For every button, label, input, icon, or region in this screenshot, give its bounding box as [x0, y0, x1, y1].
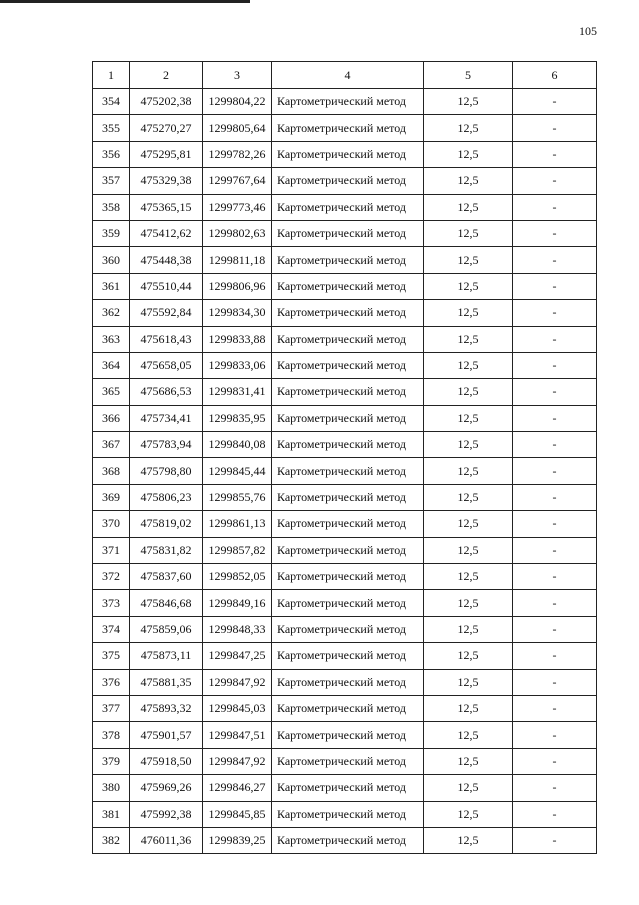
- table-header: [93, 62, 597, 89]
- point-number-cell: 361: [93, 273, 130, 299]
- table-row: [93, 432, 597, 458]
- x-coordinate-cell: 475412,62: [130, 220, 203, 246]
- y-coordinate-cell: 1299833,88: [203, 326, 272, 352]
- y-coordinate-cell: 1299857,82: [203, 537, 272, 563]
- point-number-cell: 368: [93, 458, 130, 484]
- accuracy-cell: 12,5: [424, 168, 513, 194]
- accuracy-cell: 12,5: [424, 511, 513, 537]
- method-cell: Картометрический метод: [272, 458, 424, 484]
- accuracy-cell: 12,5: [424, 748, 513, 774]
- method-cell: Картометрический метод: [272, 722, 424, 748]
- method-cell: Картометрический метод: [272, 484, 424, 510]
- note-cell: -: [513, 537, 597, 563]
- table-row: [93, 511, 597, 537]
- x-coordinate-cell: 475831,82: [130, 537, 203, 563]
- note-cell: -: [513, 379, 597, 405]
- x-coordinate-cell: 475365,15: [130, 194, 203, 220]
- table-row: [93, 194, 597, 220]
- method-cell: Картометрический метод: [272, 775, 424, 801]
- header-row: [93, 62, 597, 89]
- table-row: [93, 748, 597, 774]
- header-cell: 3: [203, 62, 272, 89]
- table-row: [93, 616, 597, 642]
- x-coordinate-cell: 475618,43: [130, 326, 203, 352]
- x-coordinate-cell: 475837,60: [130, 564, 203, 590]
- top-rule: [0, 0, 250, 3]
- note-cell: -: [513, 141, 597, 167]
- accuracy-cell: 12,5: [424, 247, 513, 273]
- table-row: [93, 247, 597, 273]
- y-coordinate-cell: 1299847,92: [203, 669, 272, 695]
- x-coordinate-cell: 475329,38: [130, 168, 203, 194]
- header-cell: 4: [272, 62, 424, 89]
- table-row: [93, 669, 597, 695]
- y-coordinate-cell: 1299845,03: [203, 695, 272, 721]
- accuracy-cell: 12,5: [424, 590, 513, 616]
- y-coordinate-cell: 1299847,25: [203, 643, 272, 669]
- method-cell: Картометрический метод: [272, 141, 424, 167]
- y-coordinate-cell: 1299767,64: [203, 168, 272, 194]
- table-row: [93, 484, 597, 510]
- point-number-cell: 360: [93, 247, 130, 273]
- y-coordinate-cell: 1299845,44: [203, 458, 272, 484]
- note-cell: -: [513, 775, 597, 801]
- method-cell: Картометрический метод: [272, 801, 424, 827]
- point-number-cell: 371: [93, 537, 130, 563]
- method-cell: Картометрический метод: [272, 300, 424, 326]
- method-cell: Картометрический метод: [272, 326, 424, 352]
- y-coordinate-cell: 1299848,33: [203, 616, 272, 642]
- table-row: [93, 590, 597, 616]
- table-row: [93, 352, 597, 378]
- method-cell: Картометрический метод: [272, 405, 424, 431]
- note-cell: -: [513, 511, 597, 537]
- y-coordinate-cell: 1299849,16: [203, 590, 272, 616]
- note-cell: -: [513, 89, 597, 115]
- method-cell: Картометрический метод: [272, 643, 424, 669]
- method-cell: Картометрический метод: [272, 194, 424, 220]
- method-cell: Картометрический метод: [272, 115, 424, 141]
- y-coordinate-cell: 1299834,30: [203, 300, 272, 326]
- table-row: [93, 379, 597, 405]
- method-cell: Картометрический метод: [272, 273, 424, 299]
- point-number-cell: 356: [93, 141, 130, 167]
- method-cell: Картометрический метод: [272, 616, 424, 642]
- accuracy-cell: 12,5: [424, 194, 513, 220]
- accuracy-cell: 12,5: [424, 616, 513, 642]
- accuracy-cell: 12,5: [424, 379, 513, 405]
- note-cell: -: [513, 405, 597, 431]
- y-coordinate-cell: 1299773,46: [203, 194, 272, 220]
- point-number-cell: 375: [93, 643, 130, 669]
- table-row: [93, 220, 597, 246]
- point-number-cell: 366: [93, 405, 130, 431]
- table-row: [93, 141, 597, 167]
- note-cell: -: [513, 722, 597, 748]
- x-coordinate-cell: 475783,94: [130, 432, 203, 458]
- x-coordinate-cell: 475658,05: [130, 352, 203, 378]
- note-cell: -: [513, 247, 597, 273]
- y-coordinate-cell: 1299806,96: [203, 273, 272, 299]
- y-coordinate-cell: 1299839,25: [203, 827, 272, 853]
- x-coordinate-cell: 475202,38: [130, 89, 203, 115]
- method-cell: Картометрический метод: [272, 247, 424, 273]
- x-coordinate-cell: 475510,44: [130, 273, 203, 299]
- accuracy-cell: 12,5: [424, 273, 513, 299]
- method-cell: Картометрический метод: [272, 379, 424, 405]
- accuracy-cell: 12,5: [424, 89, 513, 115]
- y-coordinate-cell: 1299852,05: [203, 564, 272, 590]
- x-coordinate-cell: 475592,84: [130, 300, 203, 326]
- method-cell: Картометрический метод: [272, 564, 424, 590]
- header-cell: 5: [424, 62, 513, 89]
- accuracy-cell: 12,5: [424, 432, 513, 458]
- table-row: [93, 405, 597, 431]
- x-coordinate-cell: 475295,81: [130, 141, 203, 167]
- y-coordinate-cell: 1299802,63: [203, 220, 272, 246]
- header-cell: 1: [93, 62, 130, 89]
- accuracy-cell: 12,5: [424, 827, 513, 853]
- accuracy-cell: 12,5: [424, 695, 513, 721]
- accuracy-cell: 12,5: [424, 669, 513, 695]
- x-coordinate-cell: 475893,32: [130, 695, 203, 721]
- point-number-cell: 357: [93, 168, 130, 194]
- y-coordinate-cell: 1299804,22: [203, 89, 272, 115]
- point-number-cell: 363: [93, 326, 130, 352]
- point-number-cell: 382: [93, 827, 130, 853]
- method-cell: Картометрический метод: [272, 168, 424, 194]
- point-number-cell: 364: [93, 352, 130, 378]
- accuracy-cell: 12,5: [424, 643, 513, 669]
- note-cell: -: [513, 220, 597, 246]
- x-coordinate-cell: 475806,23: [130, 484, 203, 510]
- point-number-cell: 370: [93, 511, 130, 537]
- y-coordinate-cell: 1299833,06: [203, 352, 272, 378]
- x-coordinate-cell: 475881,35: [130, 669, 203, 695]
- accuracy-cell: 12,5: [424, 801, 513, 827]
- point-number-cell: 355: [93, 115, 130, 141]
- point-number-cell: 379: [93, 748, 130, 774]
- method-cell: Картометрический метод: [272, 511, 424, 537]
- y-coordinate-cell: 1299831,41: [203, 379, 272, 405]
- table-row: [93, 300, 597, 326]
- coordinates-table: [92, 61, 597, 854]
- y-coordinate-cell: 1299811,18: [203, 247, 272, 273]
- header-cell: 2: [130, 62, 203, 89]
- point-number-cell: 367: [93, 432, 130, 458]
- method-cell: Картометрический метод: [272, 220, 424, 246]
- note-cell: -: [513, 801, 597, 827]
- accuracy-cell: 12,5: [424, 722, 513, 748]
- note-cell: -: [513, 590, 597, 616]
- table-row: [93, 564, 597, 590]
- point-number-cell: 359: [93, 220, 130, 246]
- note-cell: -: [513, 695, 597, 721]
- note-cell: -: [513, 432, 597, 458]
- accuracy-cell: 12,5: [424, 564, 513, 590]
- x-coordinate-cell: 475734,41: [130, 405, 203, 431]
- y-coordinate-cell: 1299847,51: [203, 722, 272, 748]
- x-coordinate-cell: 475846,68: [130, 590, 203, 616]
- x-coordinate-cell: 475859,06: [130, 616, 203, 642]
- note-cell: -: [513, 300, 597, 326]
- note-cell: -: [513, 643, 597, 669]
- method-cell: Картометрический метод: [272, 432, 424, 458]
- accuracy-cell: 12,5: [424, 141, 513, 167]
- point-number-cell: 377: [93, 695, 130, 721]
- x-coordinate-cell: 475873,11: [130, 643, 203, 669]
- accuracy-cell: 12,5: [424, 537, 513, 563]
- x-coordinate-cell: 475798,80: [130, 458, 203, 484]
- y-coordinate-cell: 1299846,27: [203, 775, 272, 801]
- table-row: [93, 722, 597, 748]
- table-row: [93, 801, 597, 827]
- note-cell: -: [513, 827, 597, 853]
- y-coordinate-cell: 1299847,92: [203, 748, 272, 774]
- point-number-cell: 376: [93, 669, 130, 695]
- point-number-cell: 369: [93, 484, 130, 510]
- note-cell: -: [513, 669, 597, 695]
- y-coordinate-cell: 1299782,26: [203, 141, 272, 167]
- table-row: [93, 326, 597, 352]
- x-coordinate-cell: 475918,50: [130, 748, 203, 774]
- table-body: [93, 89, 597, 854]
- table-row: [93, 775, 597, 801]
- table-row: [93, 643, 597, 669]
- accuracy-cell: 12,5: [424, 115, 513, 141]
- table-row: [93, 537, 597, 563]
- accuracy-cell: 12,5: [424, 458, 513, 484]
- x-coordinate-cell: 475448,38: [130, 247, 203, 273]
- x-coordinate-cell: 475901,57: [130, 722, 203, 748]
- accuracy-cell: 12,5: [424, 220, 513, 246]
- accuracy-cell: 12,5: [424, 326, 513, 352]
- table-row: [93, 695, 597, 721]
- note-cell: -: [513, 194, 597, 220]
- y-coordinate-cell: 1299855,76: [203, 484, 272, 510]
- header-cell: 6: [513, 62, 597, 89]
- point-number-cell: 378: [93, 722, 130, 748]
- x-coordinate-cell: 475686,53: [130, 379, 203, 405]
- note-cell: -: [513, 326, 597, 352]
- y-coordinate-cell: 1299845,85: [203, 801, 272, 827]
- point-number-cell: 373: [93, 590, 130, 616]
- table-row: [93, 273, 597, 299]
- note-cell: -: [513, 115, 597, 141]
- method-cell: Картометрический метод: [272, 89, 424, 115]
- y-coordinate-cell: 1299840,08: [203, 432, 272, 458]
- accuracy-cell: 12,5: [424, 775, 513, 801]
- y-coordinate-cell: 1299805,64: [203, 115, 272, 141]
- x-coordinate-cell: 475819,02: [130, 511, 203, 537]
- note-cell: -: [513, 748, 597, 774]
- note-cell: -: [513, 484, 597, 510]
- method-cell: Картометрический метод: [272, 827, 424, 853]
- accuracy-cell: 12,5: [424, 352, 513, 378]
- point-number-cell: 374: [93, 616, 130, 642]
- method-cell: Картометрический метод: [272, 590, 424, 616]
- method-cell: Картометрический метод: [272, 748, 424, 774]
- y-coordinate-cell: 1299835,95: [203, 405, 272, 431]
- note-cell: -: [513, 616, 597, 642]
- point-number-cell: 358: [93, 194, 130, 220]
- note-cell: -: [513, 458, 597, 484]
- table-row: [93, 458, 597, 484]
- accuracy-cell: 12,5: [424, 405, 513, 431]
- point-number-cell: 362: [93, 300, 130, 326]
- table-row: [93, 115, 597, 141]
- note-cell: -: [513, 352, 597, 378]
- table-row: [93, 89, 597, 115]
- point-number-cell: 354: [93, 89, 130, 115]
- note-cell: -: [513, 564, 597, 590]
- page-number: 105: [579, 24, 597, 38]
- x-coordinate-cell: 475992,38: [130, 801, 203, 827]
- method-cell: Картометрический метод: [272, 352, 424, 378]
- table-row: [93, 168, 597, 194]
- x-coordinate-cell: 475270,27: [130, 115, 203, 141]
- x-coordinate-cell: 475969,26: [130, 775, 203, 801]
- point-number-cell: 365: [93, 379, 130, 405]
- method-cell: Картометрический метод: [272, 537, 424, 563]
- y-coordinate-cell: 1299861,13: [203, 511, 272, 537]
- accuracy-cell: 12,5: [424, 484, 513, 510]
- point-number-cell: 372: [93, 564, 130, 590]
- table-row: [93, 827, 597, 853]
- point-number-cell: 381: [93, 801, 130, 827]
- method-cell: Картометрический метод: [272, 695, 424, 721]
- note-cell: -: [513, 168, 597, 194]
- accuracy-cell: 12,5: [424, 300, 513, 326]
- point-number-cell: 380: [93, 775, 130, 801]
- x-coordinate-cell: 476011,36: [130, 827, 203, 853]
- note-cell: -: [513, 273, 597, 299]
- method-cell: Картометрический метод: [272, 669, 424, 695]
